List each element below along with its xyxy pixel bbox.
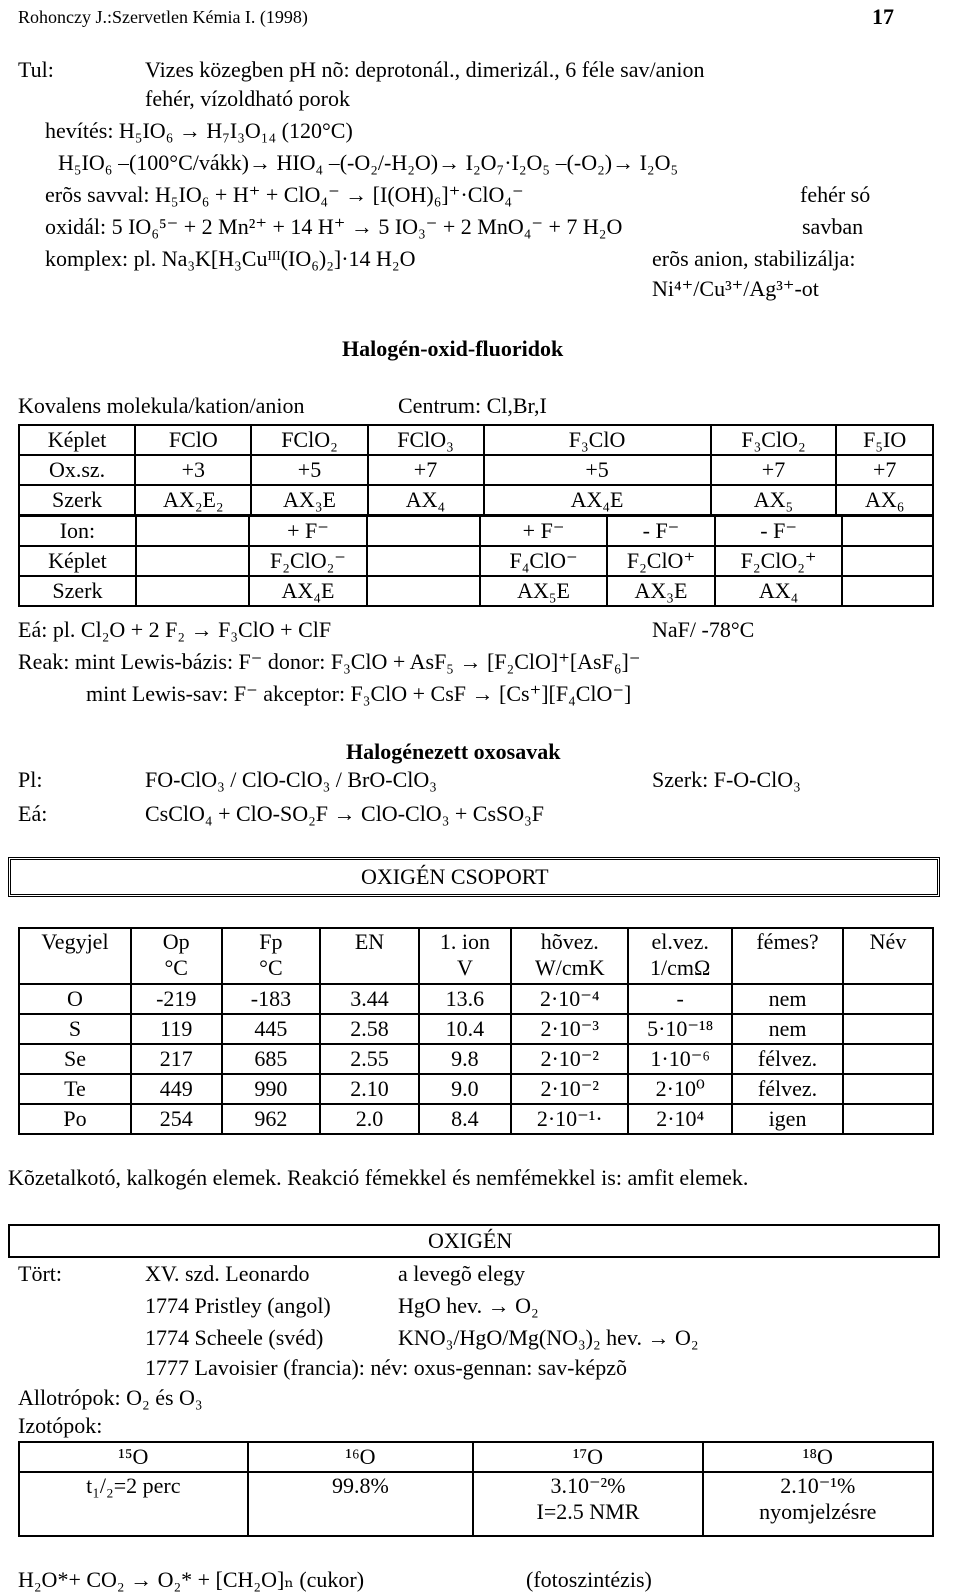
table-cell: FClO: [135, 425, 251, 455]
table-cell: félvez.: [732, 1074, 843, 1104]
table-cell: F₃ClO: [484, 425, 711, 455]
table-cell: 2·10⁴: [628, 1104, 732, 1134]
text-line: mint Lewis-sav: F⁻ akceptor: F₃ClO + CsF → [Cs⁺][F₄ClO⁻]: [86, 681, 632, 706]
table-row: [19, 576, 933, 606]
heading-oxigen-csoport: OXIGÉN CSOPORT: [361, 864, 549, 889]
element-property-table: [18, 927, 934, 1135]
text-line: XV. szd. Leonardo: [145, 1261, 310, 1286]
table-cell: Te: [19, 1074, 131, 1104]
table-cell: [136, 516, 249, 546]
table-cell: 1·10⁻⁶: [628, 1044, 732, 1074]
table-cell: 2·10⁰: [628, 1074, 732, 1104]
table-cell: ¹⁶O: [248, 1442, 474, 1472]
oxigen-csoport-box: [8, 857, 940, 897]
text-line: CsClO₄ + ClO-SO₂F → ClO-ClO₃ + CsSO₃F: [145, 801, 545, 826]
table-cell: - F⁻: [715, 516, 842, 546]
text-line: Kovalens molekula/kation/anion: [18, 393, 305, 418]
text-line: 1777 Lavoisier (francia): név: oxus-gennan: sav-képzõ: [145, 1355, 627, 1380]
text-line: Eá:: [18, 801, 48, 826]
table-cell: Név: [843, 928, 933, 984]
table-cell: ¹⁵O: [19, 1442, 248, 1472]
table-cell: + F⁻: [249, 516, 367, 546]
table-cell: [367, 576, 480, 606]
table-cell: 990: [222, 1074, 321, 1104]
table-cell: hõvez. W/cmK: [511, 928, 628, 984]
table-row: [19, 455, 933, 485]
table-cell: AX₆: [836, 485, 933, 515]
table-cell: [842, 516, 933, 546]
table-cell: [843, 984, 933, 1014]
text-line: 1774 Scheele (svéd): [145, 1325, 324, 1350]
table-cell: AX₅E: [480, 576, 607, 606]
table-cell: FClO₃: [368, 425, 484, 455]
table-cell: [842, 546, 933, 576]
text-line: FO-ClO₃ / ClO-ClO₃ / BrO-ClO₃: [145, 767, 437, 792]
table-cell: AX₄E: [484, 485, 711, 515]
text-line: Izotópok:: [18, 1413, 103, 1438]
table-row: [19, 546, 933, 576]
table-cell: AX₃E: [607, 576, 715, 606]
heading-halogenezett-oxosavak: Halogénezett oxosavak: [346, 739, 561, 764]
table-cell: 10.4: [419, 1014, 511, 1044]
table-cell: EN: [320, 928, 418, 984]
table-cell: [843, 1074, 933, 1104]
ion-table: [18, 515, 934, 607]
table-cell: F₂ClO₂⁻: [249, 546, 367, 576]
table-row: [19, 1472, 933, 1536]
text-line: Centrum: Cl,Br,I: [398, 393, 547, 418]
table-cell: 119: [131, 1014, 222, 1044]
text-line: H₂O*+ CO₂ → O₂* + [CH₂O]ₙ (cukor): [18, 1567, 365, 1592]
heading-oxigen: OXIGÉN: [428, 1228, 513, 1253]
table-cell: Képlet: [19, 425, 135, 455]
table-cell: Ion:: [19, 516, 136, 546]
running-header: Rohonczy J.:Szervetlen Kémia I. (1998): [18, 7, 308, 27]
table-cell: Po: [19, 1104, 131, 1134]
table-cell: ¹⁷O: [473, 1442, 702, 1472]
text-line: erõs anion, stabilizálja:: [652, 246, 856, 271]
table-cell: el.vez. 1/cmΩ: [628, 928, 732, 984]
oxid-fluorid-table: [18, 424, 934, 516]
table-cell: 9.8: [419, 1044, 511, 1074]
table-cell: 2·10⁻¹·: [511, 1104, 628, 1134]
table-row: [19, 1074, 933, 1104]
table-cell: Képlet: [19, 546, 136, 576]
table-cell: AX₄: [715, 576, 842, 606]
table-cell: F₂ClO₂⁺: [715, 546, 842, 576]
table-row: [19, 1104, 933, 1134]
table-cell: 5·10⁻¹⁸: [628, 1014, 732, 1044]
table-cell: Se: [19, 1044, 131, 1074]
text-line: Pl:: [18, 767, 43, 792]
table-cell: Szerk: [19, 485, 135, 515]
table-cell: -219: [131, 984, 222, 1014]
text-line: Eá: pl. Cl₂O + 2 F₂ → F₃ClO + ClF: [18, 617, 332, 642]
table-cell: -183: [222, 984, 321, 1014]
table-cell: [136, 546, 249, 576]
table-cell: [136, 576, 249, 606]
table-cell: fémes?: [732, 928, 843, 984]
table-row: [19, 984, 933, 1014]
text-line: NaF/ -78°C: [652, 617, 755, 642]
table-cell: Fp °C: [222, 928, 321, 984]
table-cell: AX₂E₂: [135, 485, 251, 515]
table-cell: 449: [131, 1074, 222, 1104]
text-line: savban: [802, 214, 864, 239]
page-number: 17: [872, 4, 894, 29]
text-line: oxidál: 5 IO₆⁵⁻ + 2 Mn²⁺ + 14 H⁺ → 5 IO₃⁻ + 2 MnO₄⁻ + 7 H₂O: [45, 214, 623, 239]
table-cell: F₂ClO⁺: [607, 546, 715, 576]
table-cell: 2.0: [320, 1104, 418, 1134]
text-line: KNO₃/HgO/Mg(NO₃)₂ hev. → O₂: [398, 1325, 699, 1350]
text-line: H₅IO₆ ⎯(100°C/vákk)→ HIO₄ ⎯(-O₂/-H₂O)→ I₂O₇·I₂O₅ ⎯(-O₂)→ I₂O₅: [58, 150, 679, 175]
table-cell: 2·10⁻²: [511, 1044, 628, 1074]
isotope-table: [18, 1441, 934, 1537]
table-cell: 2·10⁻²: [511, 1074, 628, 1104]
table-cell: ¹⁸O: [703, 1442, 933, 1472]
table-cell: 445: [222, 1014, 321, 1044]
table-row: [19, 1014, 933, 1044]
text-line: 1774 Pristley (angol): [145, 1293, 331, 1318]
table-cell: +7: [836, 455, 933, 485]
table-cell: AX₃E: [251, 485, 367, 515]
table-row: [19, 928, 933, 984]
table-cell: 2.10⁻¹% nyomjelzésre: [703, 1472, 933, 1536]
table-cell: igen: [732, 1104, 843, 1134]
table-cell: S: [19, 1014, 131, 1044]
table-cell: 9.0: [419, 1074, 511, 1104]
table-cell: 99.8%: [248, 1472, 474, 1536]
table-cell: [367, 516, 480, 546]
table-row: [19, 485, 933, 515]
table-cell: 962: [222, 1104, 321, 1134]
table-cell: [843, 1104, 933, 1134]
text-line: Vizes közegben pH nõ: deprotonál., dimerizál., 6 féle sav/anion: [145, 57, 705, 82]
text-line: Allotrópok: O₂ és O₃: [18, 1385, 203, 1410]
text-line: a levegõ elegy: [398, 1261, 526, 1286]
table-cell: [842, 576, 933, 606]
table-cell: AX₄E: [249, 576, 367, 606]
text-line: Tul:: [18, 57, 54, 82]
table-cell: Op °C: [131, 928, 222, 984]
table-cell: t₁/₂=2 perc: [19, 1472, 248, 1536]
table-cell: AX₅: [711, 485, 837, 515]
table-cell: F₄ClO⁻: [480, 546, 607, 576]
table-cell: 685: [222, 1044, 321, 1074]
table-cell: 13.6: [419, 984, 511, 1014]
text-line: HgO hev. → O₂: [398, 1293, 539, 1318]
text-line: erõs savval: H₅IO₆ + H⁺ + ClO₄⁻ → [I(OH)₆]⁺·ClO₄⁻: [45, 182, 524, 207]
table-cell: - F⁻: [607, 516, 715, 546]
table-cell: O: [19, 984, 131, 1014]
table-row: [19, 1442, 933, 1472]
text-line: hevítés: H₅IO₆ → H₇I₃O₁₄ (120°C): [45, 118, 353, 143]
table-cell: +3: [135, 455, 251, 485]
table-cell: F₅IO: [836, 425, 933, 455]
table-row: [19, 425, 933, 455]
table-cell: AX₄: [368, 485, 484, 515]
table-cell: + F⁻: [480, 516, 607, 546]
table-row: [19, 1044, 933, 1074]
table-cell: 2·10⁻⁴: [511, 984, 628, 1014]
table-cell: 1. ion V: [419, 928, 511, 984]
table-cell: +7: [711, 455, 837, 485]
table-cell: Ox.sz.: [19, 455, 135, 485]
table-cell: FClO₂: [251, 425, 367, 455]
text-line: fehér só: [800, 182, 871, 207]
table-cell: Vegyjel: [19, 928, 131, 984]
table-cell: 2.55: [320, 1044, 418, 1074]
table-cell: +7: [368, 455, 484, 485]
table-cell: F₃ClO₂: [711, 425, 837, 455]
text-line: Ni⁴⁺/Cu³⁺/Ag³⁺-ot: [652, 276, 819, 301]
text-line: Reak: mint Lewis-bázis: F⁻ donor: F₃ClO + AsF₅ → [F₂ClO]⁺[AsF₆]⁻: [18, 649, 641, 674]
text-line: fehér, vízoldható porok: [145, 86, 350, 111]
table-cell: +5: [484, 455, 711, 485]
table-cell: 3.10⁻²% I=2.5 NMR: [473, 1472, 702, 1536]
text-line: (fotoszintézis): [526, 1567, 652, 1592]
table-cell: 8.4: [419, 1104, 511, 1134]
table-cell: 2.10: [320, 1074, 418, 1104]
table-cell: 254: [131, 1104, 222, 1134]
table-cell: félvez.: [732, 1044, 843, 1074]
table-cell: 2.58: [320, 1014, 418, 1044]
text-line: Kõzetalkotó, kalkogén elemek. Reakció fémekkel és nemfémekkel is: amfit elemek.: [8, 1165, 749, 1190]
table-cell: +5: [251, 455, 367, 485]
table-cell: 3.44: [320, 984, 418, 1014]
table-cell: 2·10⁻³: [511, 1014, 628, 1044]
oxigen-box: [8, 1224, 940, 1258]
table-cell: [843, 1014, 933, 1044]
table-cell: nem: [732, 1014, 843, 1044]
table-cell: 217: [131, 1044, 222, 1074]
table-cell: [367, 546, 480, 576]
text-line: Szerk: F-O-ClO₃: [652, 767, 801, 792]
text-line: Tört:: [18, 1261, 62, 1286]
table-cell: -: [628, 984, 732, 1014]
table-row: [19, 516, 933, 546]
heading-halogen-oxid-fluoridok: Halogén-oxid-fluoridok: [342, 336, 564, 361]
table-cell: nem: [732, 984, 843, 1014]
table-cell: [843, 1044, 933, 1074]
table-cell: Szerk: [19, 576, 136, 606]
text-line: komplex: pl. Na₃K[H₃Cuᴵᴵᴵ(IO₆)₂]·14 H₂O: [45, 246, 416, 271]
